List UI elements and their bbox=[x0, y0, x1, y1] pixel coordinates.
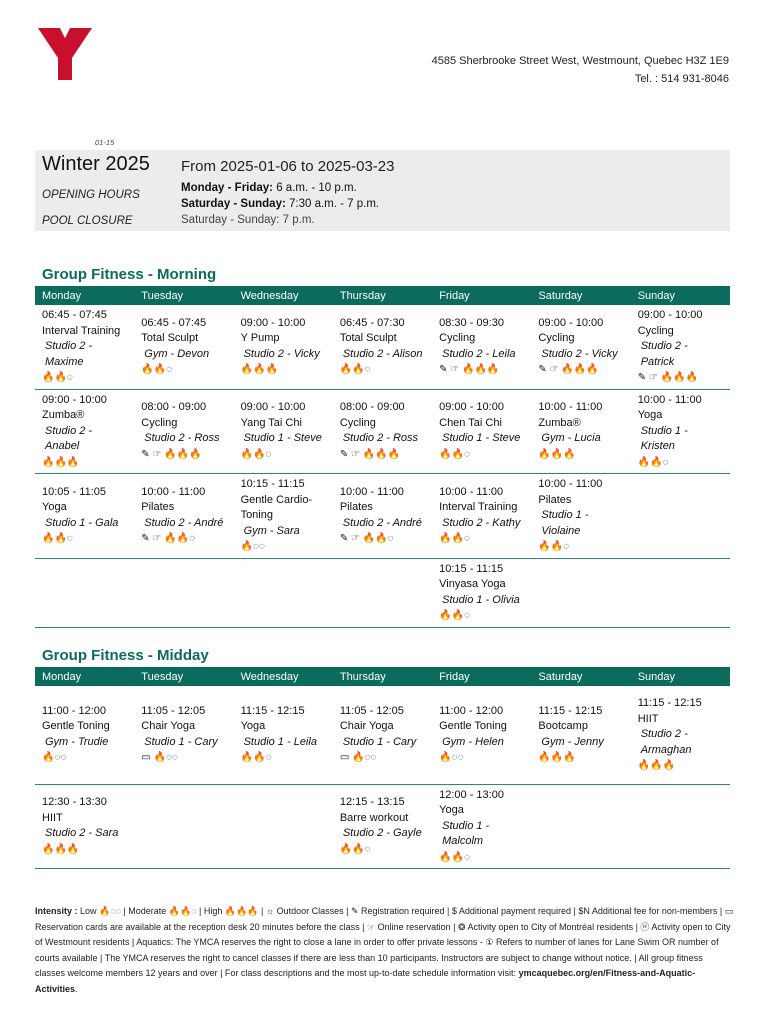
class-location: Studio 2 - Vicky bbox=[243, 347, 320, 360]
class-name: Pilates bbox=[339, 501, 373, 514]
morning-header-row bbox=[35, 286, 730, 305]
class-location: Studio 2 - Anabel bbox=[45, 424, 93, 452]
legend-text: Low 🔥◌◌ | Moderate 🔥🔥◌ | High 🔥🔥🔥 | ☼ Outdoor Classes | ✎ Registration required | $ Additional payment required | $N Additional fee for non-members | ▭ Reservation cards are available at the reception desk 20 minutes before the class | ☞ Online reservation | ❂ Activity open to City of Montréal residents | ⓦ Activity open to City of Westmount residents | Aquatics: The YMCA reserves the right to close a lane in order to offer private lessons - ① Refers to number of lanes for Lane Swim OR number of courts available | The YMCA reserves the right to cancel classes if there are less than 10 participants. Instructors are subject to change without notice. | All group fitness classes welcome members 12 years and over | For class descriptions and the most up-to-date schedule information visit: bbox=[35, 906, 734, 978]
schedule-row bbox=[35, 784, 730, 869]
doc-code: 01-15 bbox=[95, 138, 115, 147]
class-cell bbox=[134, 784, 233, 869]
class-cell bbox=[35, 784, 134, 869]
class-time: 08:00 - 09:00 bbox=[339, 401, 405, 414]
class-name: Interval Training bbox=[439, 501, 518, 514]
class-location: Studio 1 - Cary bbox=[342, 735, 417, 748]
weekend-hours bbox=[181, 198, 379, 210]
class-cell bbox=[631, 389, 730, 474]
class-cell bbox=[631, 558, 730, 627]
midday-section-title: Group Fitness - Midday bbox=[42, 647, 209, 664]
class-time: 11:15 - 12:15 bbox=[637, 697, 702, 709]
intensity-icons: 🔥🔥◌ bbox=[637, 456, 669, 468]
class-cell bbox=[134, 686, 233, 784]
schedule-row bbox=[35, 305, 730, 389]
class-location: Gym - Helen bbox=[442, 735, 504, 748]
class-cell bbox=[35, 305, 134, 389]
class-time: 06:45 - 07:30 bbox=[339, 316, 405, 329]
class-location: Studio 2 - Ross bbox=[342, 432, 419, 445]
class-location: Studio 1 - Cary bbox=[144, 735, 218, 748]
class-time: 09:00 - 10:00 bbox=[637, 309, 703, 321]
class-time: 09:00 - 10:00 bbox=[538, 316, 604, 329]
class-location: Studio 1 - Kristen bbox=[640, 424, 688, 452]
class-name: Interval Training bbox=[42, 324, 121, 337]
class-time: 11:00 - 12:00 bbox=[439, 704, 504, 717]
day-header-saturday: Saturday bbox=[531, 667, 630, 686]
class-cell bbox=[35, 686, 134, 784]
class-cell bbox=[134, 558, 233, 627]
class-time: 11:15 - 12:15 bbox=[240, 704, 305, 717]
morning-section-title: Group Fitness - Morning bbox=[42, 266, 217, 283]
morning-schedule-table bbox=[35, 286, 730, 628]
class-name: Bootcamp bbox=[538, 720, 588, 733]
midday-header-row bbox=[35, 667, 730, 686]
class-cell bbox=[432, 784, 531, 869]
class-location: Studio 2 - André bbox=[342, 516, 422, 529]
schedule-url-link[interactable]: ymcaquebec.org/en/Fitness-and-Aquatic-Activities bbox=[35, 968, 696, 994]
class-time: 12:15 - 13:15 bbox=[339, 796, 405, 809]
season-title: Winter 2025 bbox=[42, 153, 150, 175]
class-cell bbox=[531, 558, 630, 627]
day-header-thursday: Thursday bbox=[333, 286, 432, 305]
intensity-icons: ✎ ☞ 🔥🔥◌ bbox=[339, 533, 394, 545]
phone-text: Tel. : 514 931-8046 bbox=[634, 73, 729, 85]
pool-closure-label: POOL CLOSURE bbox=[42, 215, 133, 227]
class-time: 09:00 - 10:00 bbox=[42, 393, 107, 406]
class-name: Yoga bbox=[42, 501, 67, 514]
legend bbox=[35, 904, 735, 997]
class-cell bbox=[333, 558, 432, 627]
class-name: Gentle Toning bbox=[42, 720, 110, 733]
weekend-hours-value: 7:30 a.m. - 7 p.m. bbox=[285, 198, 380, 210]
intensity-icons: 🔥🔥◌ bbox=[42, 372, 73, 383]
class-location: Studio 2 - Armaghan bbox=[640, 728, 692, 756]
class-cell bbox=[631, 474, 730, 559]
intensity-icons: ✎ ☞ 🔥🔥◌ bbox=[141, 533, 196, 545]
intensity-icons: 🔥🔥◌ bbox=[339, 843, 371, 855]
weekend-label: Saturday - Sunday: bbox=[181, 198, 286, 210]
schedule-row bbox=[35, 474, 730, 559]
day-header-friday: Friday bbox=[432, 667, 531, 686]
class-name: Pilates bbox=[141, 501, 175, 514]
class-time: 09:00 - 10:00 bbox=[240, 316, 306, 329]
day-header-tuesday: Tuesday bbox=[134, 667, 233, 686]
class-time: 10:15 - 11:15 bbox=[439, 562, 504, 575]
class-time: 10:00 - 11:00 bbox=[141, 485, 206, 498]
class-name: Cycling bbox=[538, 332, 575, 345]
class-cell bbox=[234, 474, 333, 559]
class-name: HIIT bbox=[637, 712, 659, 725]
address-text: 4585 Sherbrooke Street West, Westmount, Quebec H3Z 1E9 bbox=[431, 55, 729, 67]
pool-closure-value: Saturday - Sunday: 7 p.m. bbox=[181, 214, 315, 226]
class-name: Gentle Toning bbox=[439, 720, 507, 733]
intensity-icons: 🔥🔥◌ bbox=[538, 541, 570, 552]
intensity-icons: ✎ ☞ 🔥🔥🔥 bbox=[637, 372, 698, 383]
class-cell bbox=[134, 389, 233, 474]
class-location: Studio 1 - Gala bbox=[45, 516, 119, 529]
class-cell bbox=[631, 305, 730, 389]
class-time: 10:05 - 11:05 bbox=[42, 485, 107, 498]
class-name: HIIT bbox=[42, 811, 63, 824]
class-location: Studio 1 - Violaine bbox=[541, 509, 589, 537]
class-time: 11:05 - 12:05 bbox=[339, 704, 404, 717]
class-cell bbox=[234, 305, 333, 389]
class-location: Studio 2 - Vicky bbox=[541, 347, 618, 360]
day-header-wednesday: Wednesday bbox=[234, 667, 333, 686]
class-name: Pilates bbox=[538, 493, 572, 506]
day-header-thursday: Thursday bbox=[333, 667, 432, 686]
class-time: 08:00 - 09:00 bbox=[141, 401, 207, 414]
intensity-icons: 🔥🔥🔥 bbox=[42, 456, 80, 468]
class-time: 06:45 - 07:45 bbox=[141, 316, 207, 329]
class-name: Total Sculpt bbox=[141, 332, 199, 345]
class-cell bbox=[35, 474, 134, 559]
day-header-wednesday: Wednesday bbox=[234, 286, 333, 305]
intensity-icons: 🔥🔥◌ bbox=[439, 610, 470, 621]
class-name: Gentle Cardio-Toning bbox=[240, 493, 313, 521]
day-header-sunday: Sunday bbox=[631, 667, 730, 686]
day-header-friday: Friday bbox=[432, 286, 531, 305]
intensity-icons: 🔥🔥◌ bbox=[439, 533, 470, 545]
class-time: 11:15 - 12:15 bbox=[538, 704, 603, 717]
day-header-tuesday: Tuesday bbox=[134, 286, 233, 305]
class-time: 10:00 - 11:00 bbox=[339, 485, 404, 498]
intensity-icons: 🔥◌◌ bbox=[439, 752, 464, 764]
intensity-icons: ▭ 🔥◌◌ bbox=[339, 752, 377, 764]
class-name: Chair Yoga bbox=[339, 720, 394, 733]
intensity-icons: ▭ 🔥◌◌ bbox=[141, 752, 178, 764]
class-name: Zumba® bbox=[42, 409, 85, 421]
intensity-icons: 🔥🔥◌ bbox=[439, 851, 470, 863]
class-time: 09:00 - 10:00 bbox=[240, 401, 306, 414]
class-cell bbox=[134, 474, 233, 559]
class-cell bbox=[531, 305, 630, 389]
intensity-icons: ✎ ☞ 🔥🔥🔥 bbox=[141, 448, 202, 460]
class-name: Chair Yoga bbox=[141, 720, 196, 733]
class-time: 11:00 - 12:00 bbox=[42, 704, 107, 717]
class-name: Chen Tai Chi bbox=[439, 416, 502, 429]
intensity-icons: 🔥🔥🔥 bbox=[240, 364, 278, 376]
class-time: 12:30 - 13:30 bbox=[42, 796, 107, 809]
class-name: Cycling bbox=[439, 332, 476, 345]
day-header-monday: Monday bbox=[35, 667, 134, 686]
season-dates: From 2025-01-06 to 2025-03-23 bbox=[181, 158, 395, 175]
class-cell bbox=[333, 474, 432, 559]
season-info-box bbox=[35, 150, 730, 231]
schedule-row bbox=[35, 558, 730, 627]
class-location: Gym - Lucia bbox=[541, 432, 601, 445]
day-header-saturday: Saturday bbox=[531, 286, 630, 305]
class-cell bbox=[631, 686, 730, 784]
intensity-icons: 🔥🔥🔥 bbox=[538, 752, 576, 764]
class-name: Yang Tai Chi bbox=[240, 416, 302, 429]
class-cell bbox=[432, 474, 531, 559]
intensity-label: Intensity : bbox=[35, 906, 78, 916]
intensity-icons: 🔥🔥🔥 bbox=[637, 760, 676, 771]
class-name: Total Sculpt bbox=[339, 332, 397, 345]
class-location: Gym - Devon bbox=[144, 347, 210, 360]
intensity-icons: 🔥◌◌ bbox=[42, 752, 67, 764]
class-location: Studio 2 - Ross bbox=[144, 432, 220, 445]
opening-hours-label: OPENING HOURS bbox=[42, 189, 140, 201]
class-time: 10:15 - 11:15 bbox=[240, 478, 305, 490]
intensity-icons: 🔥🔥◌ bbox=[42, 533, 73, 545]
class-cell bbox=[531, 686, 630, 784]
class-cell bbox=[35, 558, 134, 627]
intensity-icons: 🔥🔥◌ bbox=[240, 448, 272, 460]
class-cell bbox=[432, 389, 531, 474]
intensity-icons: 🔥🔥◌ bbox=[141, 364, 173, 376]
class-location: Studio 1 - Steve bbox=[243, 432, 322, 445]
class-name: Vinyasa Yoga bbox=[439, 578, 506, 590]
intensity-icons: ✎ ☞ 🔥🔥🔥 bbox=[538, 364, 599, 376]
weekday-hours-value: 6 a.m. - 10 p.m. bbox=[273, 182, 357, 194]
class-location: Gym - Sara bbox=[243, 524, 300, 537]
intensity-icons: ✎ ☞ 🔥🔥🔥 bbox=[439, 364, 500, 376]
class-cell bbox=[531, 389, 630, 474]
class-cell bbox=[234, 686, 333, 784]
class-cell bbox=[631, 784, 730, 869]
day-header-monday: Monday bbox=[35, 286, 134, 305]
class-location: Studio 2 - Patrick bbox=[640, 340, 688, 368]
class-cell bbox=[134, 305, 233, 389]
class-location: Gym - Trudie bbox=[45, 735, 109, 748]
intensity-icons: 🔥🔥◌ bbox=[439, 448, 470, 460]
class-cell bbox=[234, 558, 333, 627]
day-header-sunday: Sunday bbox=[631, 286, 730, 305]
intensity-icons: 🔥🔥🔥 bbox=[538, 448, 576, 460]
intensity-icons: 🔥🔥◌ bbox=[339, 364, 371, 376]
class-location: Studio 1 - Olivia bbox=[442, 593, 520, 606]
class-name: Cycling bbox=[141, 416, 178, 429]
class-cell bbox=[234, 784, 333, 869]
class-name: Cycling bbox=[339, 416, 376, 429]
class-cell bbox=[432, 686, 531, 784]
class-location: Gym - Jenny bbox=[541, 735, 604, 748]
class-time: 10:00 - 11:00 bbox=[538, 478, 603, 490]
midday-schedule-table bbox=[35, 667, 730, 869]
class-time: 10:00 - 11:00 bbox=[538, 401, 603, 414]
class-cell bbox=[35, 389, 134, 474]
class-time: 09:00 - 10:00 bbox=[439, 401, 504, 414]
class-name: Yoga bbox=[439, 804, 464, 816]
class-cell bbox=[432, 558, 531, 627]
class-location: Studio 2 - Gayle bbox=[342, 827, 422, 840]
class-name: Cycling bbox=[637, 324, 674, 337]
ymca-logo bbox=[38, 28, 92, 88]
class-location: Studio 2 - Maxime bbox=[45, 340, 93, 368]
schedule-row bbox=[35, 389, 730, 474]
class-time: 06:45 - 07:45 bbox=[42, 309, 107, 321]
class-time: 12:00 - 13:00 bbox=[439, 788, 504, 801]
class-cell bbox=[531, 784, 630, 869]
intensity-icons: 🔥🔥🔥 bbox=[42, 843, 80, 855]
class-location: Studio 1 - Malcolm bbox=[442, 819, 490, 847]
class-time: 10:00 - 11:00 bbox=[637, 393, 702, 406]
class-time: 10:00 - 11:00 bbox=[439, 485, 504, 498]
legend-end: . bbox=[75, 983, 78, 994]
class-name: Barre workout bbox=[339, 811, 409, 824]
class-cell bbox=[531, 474, 630, 559]
weekday-label: Monday - Friday: bbox=[181, 182, 274, 194]
class-location: Studio 2 - Leila bbox=[442, 347, 516, 360]
intensity-icons: 🔥🔥◌ bbox=[240, 752, 272, 764]
class-cell bbox=[333, 784, 432, 869]
class-time: 11:05 - 12:05 bbox=[141, 704, 206, 717]
class-cell bbox=[333, 389, 432, 474]
class-name: Y Pump bbox=[240, 332, 280, 345]
class-location: Studio 2 - Alison bbox=[342, 347, 423, 360]
address-block bbox=[432, 52, 729, 88]
class-cell bbox=[333, 305, 432, 389]
weekday-hours bbox=[181, 182, 357, 194]
schedule-row bbox=[35, 686, 730, 784]
intensity-icons: ✎ ☞ 🔥🔥🔥 bbox=[339, 448, 401, 460]
class-time: 08:30 - 09:30 bbox=[439, 316, 504, 329]
class-location: Studio 1 - Leila bbox=[243, 735, 317, 748]
class-name: Yoga bbox=[240, 720, 266, 733]
class-location: Studio 2 - Sara bbox=[45, 827, 119, 840]
class-name: Yoga bbox=[637, 409, 663, 421]
class-name: Zumba® bbox=[538, 416, 581, 429]
class-location: Studio 2 - André bbox=[144, 516, 224, 529]
class-location: Studio 2 - Kathy bbox=[442, 516, 521, 529]
class-cell bbox=[432, 305, 531, 389]
intensity-icons: 🔥◌◌ bbox=[240, 541, 265, 552]
class-location: Studio 1 - Steve bbox=[442, 432, 521, 445]
class-cell bbox=[234, 389, 333, 474]
class-cell bbox=[333, 686, 432, 784]
